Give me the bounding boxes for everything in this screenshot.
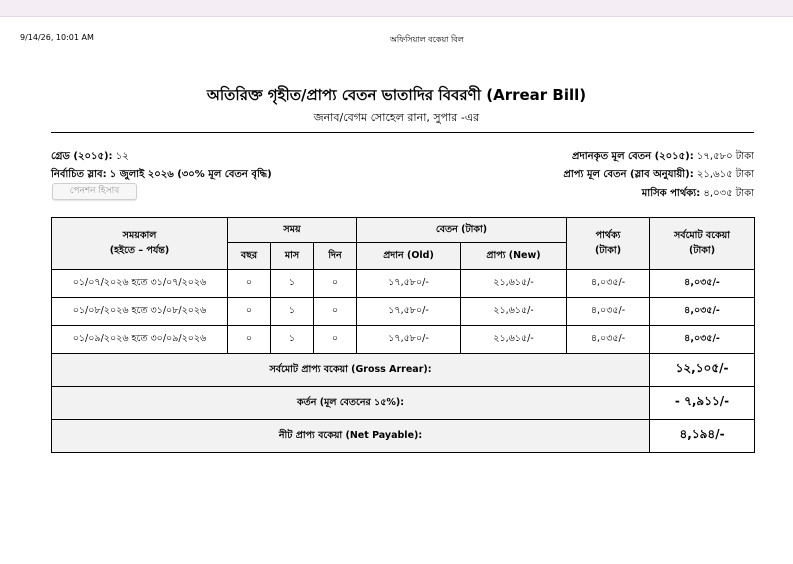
col-period-label: সময়কাল xyxy=(122,229,157,241)
selected-scale-label: নির্বাচিত স্লাব: xyxy=(51,169,107,180)
deduction-value: - ৭,৯১১/- xyxy=(650,387,755,420)
cell-day: ০ xyxy=(314,326,357,354)
cell-period: ০১/০৭/২০২৬ হতে ৩১/০৭/২০২৬ xyxy=(52,270,228,298)
col-diff-sub: (টাকা) xyxy=(595,244,622,256)
browser-top-bar xyxy=(0,0,793,17)
deduction-row xyxy=(52,387,755,420)
cell-year: ০ xyxy=(228,326,271,354)
title-divider xyxy=(51,132,754,133)
grade-info xyxy=(51,149,129,166)
cell-year: ০ xyxy=(228,270,271,298)
arrear-table xyxy=(51,217,755,453)
cell-diff: ৪,০৩৫/- xyxy=(567,270,650,298)
col-total-arrear-label: সর্বমোট বকেয়া xyxy=(674,229,731,241)
net-payable-value: ৪,১৯৪/- xyxy=(650,420,755,453)
paid-basic-label: প্রদানকৃত মূল বেতন (২০১৫): xyxy=(571,151,694,162)
table-row xyxy=(52,270,755,298)
col-salary: বেতন (টাকা) xyxy=(357,218,567,243)
selected-scale-info xyxy=(51,167,272,184)
col-duration: সময় xyxy=(228,218,357,243)
table-row xyxy=(52,298,755,326)
cell-paid: ১৭,৫৮০/- xyxy=(357,326,461,354)
cell-day: ০ xyxy=(314,298,357,326)
cell-total: ৪,০৩৫/- xyxy=(650,298,755,326)
cell-period: ০১/০৯/২০২৬ হতে ৩০/০৯/২০২৬ xyxy=(52,326,228,354)
net-payable-label: নীট প্রাপ্য বকেয়া (Net Payable): xyxy=(52,420,650,453)
table-row xyxy=(52,326,755,354)
cell-year: ০ xyxy=(228,298,271,326)
monthly-diff-label: মাসিক পার্থক্য: xyxy=(641,188,701,199)
due-basic-label: প্রাপ্য মূল বেতন (স্লাব অনুযায়ী): xyxy=(563,169,694,180)
cell-period: ০১/০৮/২০২৬ হতে ৩১/০৮/২০২৬ xyxy=(52,298,228,326)
monthly-diff-info xyxy=(642,186,754,203)
cell-paid: ১৭,৫৮০/- xyxy=(357,270,461,298)
cell-month: ১ xyxy=(271,270,314,298)
cell-day: ০ xyxy=(314,270,357,298)
gross-arrear-value: ১২,১০৫/- xyxy=(650,354,755,387)
gross-arrear-row xyxy=(52,354,755,387)
cell-paid: ১৭,৫৮০/- xyxy=(357,298,461,326)
col-day: দিন xyxy=(314,243,357,270)
col-year: বছর xyxy=(228,243,271,270)
document-title: অতিরিক্ত গৃহীত/প্রাপ্য বেতন ভাতাদির বিবরণী (Arrear Bill) xyxy=(206,86,587,104)
col-period-sub: (হইতে – পর্যন্ত) xyxy=(109,244,170,256)
net-payable-row xyxy=(52,420,755,453)
col-month: মাস xyxy=(271,243,314,270)
due-basic-info xyxy=(563,167,754,184)
paid-basic-info xyxy=(572,149,754,166)
monthly-diff-value: ৪,০৩৫ টাকা xyxy=(703,188,754,199)
col-diff xyxy=(567,218,650,270)
cell-diff: ৪,০৩৫/- xyxy=(567,326,650,354)
print-datetime: 9/14/26, 10:01 AM xyxy=(20,33,94,42)
cell-due: ২১,৬১৫/- xyxy=(461,326,567,354)
col-period xyxy=(52,218,228,270)
pension-calc-button[interactable]: পেনশন হিসাব xyxy=(52,183,137,200)
print-header-title: অফিসিয়াল বকেয়া বিল xyxy=(390,35,464,44)
document-subtitle: জনাব/বেগম সোহেল রানা, সুপার -এর xyxy=(313,111,480,124)
col-diff-label: পার্থক্য xyxy=(595,229,621,241)
grade-label: গ্রেড (২০১৫): xyxy=(51,151,113,162)
gross-arrear-label: সর্বমোট প্রাপ্য বকেয়া (Gross Arrear): xyxy=(52,354,650,387)
due-basic-value: ২১,৬১৫ টাকা xyxy=(696,169,754,180)
cell-month: ১ xyxy=(271,326,314,354)
col-total-arrear-sub: (টাকা) xyxy=(689,244,716,256)
cell-due: ২১,৬১৫/- xyxy=(461,270,567,298)
paid-basic-value: ১৭,৫৮০ টাকা xyxy=(696,151,754,162)
selected-scale-value: ১ জুলাই ২০২৬ (৩০% মূল বেতন বৃদ্ধি) xyxy=(109,169,272,180)
col-paid-old: প্রদান (Old) xyxy=(357,243,461,270)
col-due-new: প্রাপ্য (New) xyxy=(461,243,567,270)
cell-total: ৪,০৩৫/- xyxy=(650,326,755,354)
col-total-arrear xyxy=(650,218,755,270)
cell-total: ৪,০৩৫/- xyxy=(650,270,755,298)
cell-month: ১ xyxy=(271,298,314,326)
deduction-label: কর্তন (মূল বেতনের ১৫%): xyxy=(52,387,650,420)
cell-due: ২১,৬১৫/- xyxy=(461,298,567,326)
grade-value: ১২ xyxy=(115,151,129,162)
cell-diff: ৪,০৩৫/- xyxy=(567,298,650,326)
